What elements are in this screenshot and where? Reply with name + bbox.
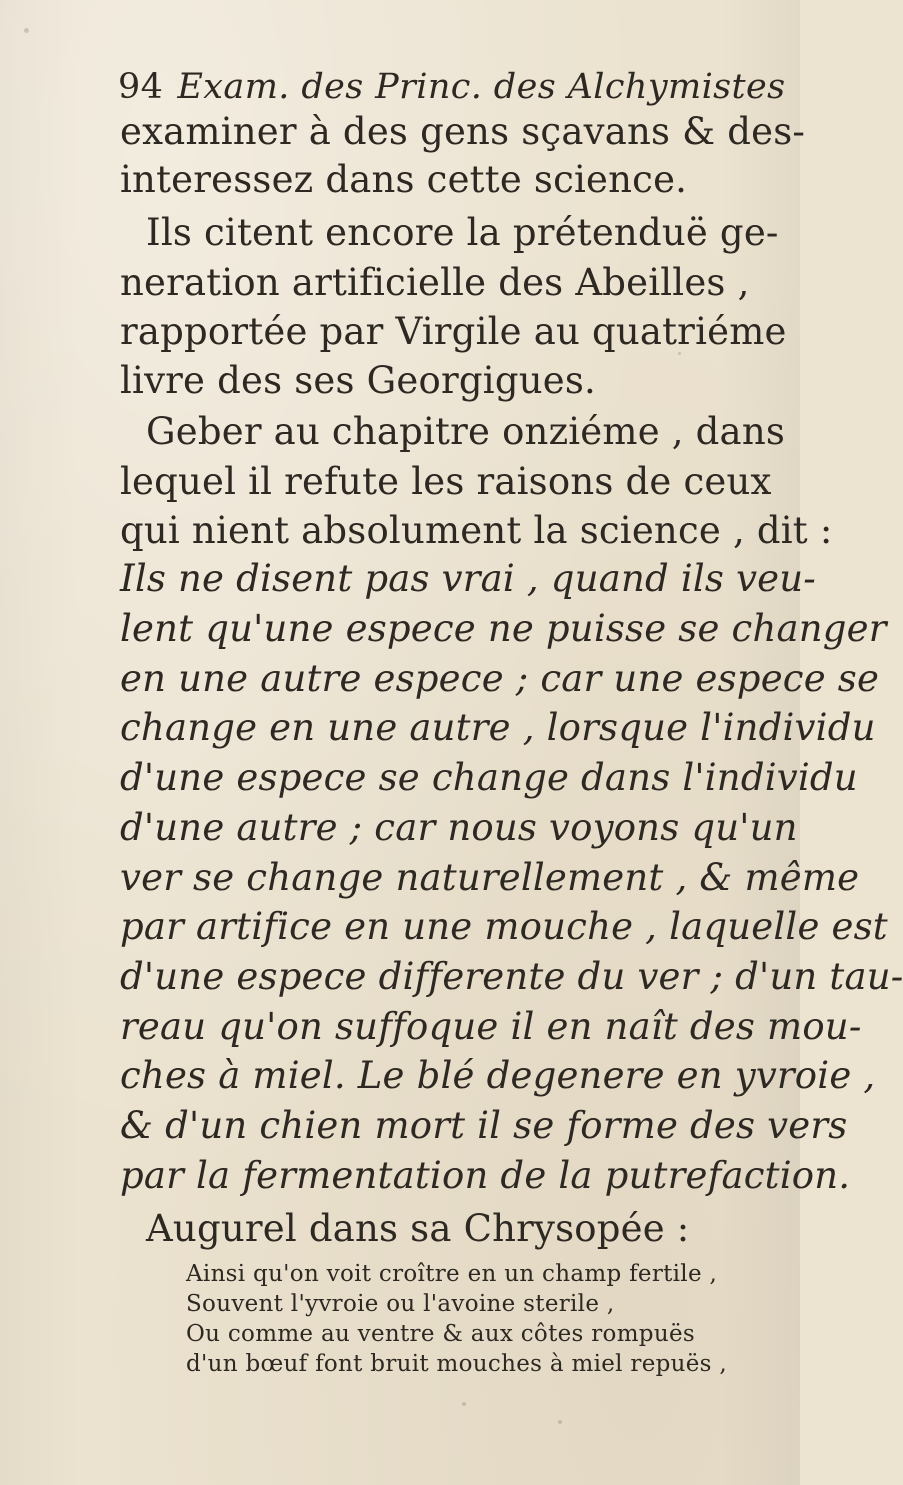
paper-speck bbox=[24, 28, 29, 33]
body-line-12: en une autre espece ; car une espece se bbox=[120, 657, 880, 700]
body-line-11: lent qu'une espece ne puisse se changer bbox=[120, 607, 887, 650]
body-line-18: d'une espece differente du ver ; d'un tau- bbox=[120, 955, 903, 998]
page-number: 94 bbox=[118, 67, 164, 107]
body-line-22: par la fermentation de la putrefaction. bbox=[120, 1154, 851, 1197]
body-line-21: & d'un chien mort il se forme des vers bbox=[120, 1104, 848, 1147]
body-line-19: reau qu'on suffoque il en naît des mou- bbox=[120, 1005, 862, 1048]
body-line-10: Ils ne disent pas vrai , quand ils veu- bbox=[120, 557, 817, 600]
body-line-14: d'une espece se change dans l'individu bbox=[120, 756, 858, 799]
body-line-16: ver se change naturellement , & même bbox=[120, 856, 860, 899]
body-line-5: rapportée par Virgile au quatriéme bbox=[120, 310, 787, 353]
body-line-23: Augurel dans sa Chrysopée : bbox=[146, 1207, 690, 1250]
verse-line-1: Ainsi qu'on voit croître en un champ fertile , bbox=[186, 1261, 718, 1287]
body-line-20: ches à miel. Le blé degenere en yvroie , bbox=[120, 1054, 876, 1097]
body-line-2: interessez dans cette science. bbox=[120, 158, 688, 201]
body-line-17: par artifice en une mouche , laquelle est bbox=[120, 905, 888, 948]
verse-line-4: d'un bœuf font bruit mouches à miel repuës , bbox=[186, 1351, 727, 1377]
verse-line-3: Ou comme au ventre & aux côtes rompuës bbox=[186, 1321, 695, 1347]
paper-speck bbox=[462, 1402, 466, 1406]
body-line-13: change en une autre , lorsque l'individu bbox=[120, 706, 876, 749]
paper-speck bbox=[558, 1420, 562, 1424]
body-line-3: Ils citent encore la prétenduë ge- bbox=[146, 211, 779, 254]
paper-speck bbox=[678, 352, 681, 355]
verse-line-2: Souvent l'yvroie ou l'avoine sterile , bbox=[186, 1291, 615, 1317]
body-line-8: lequel il refute les raisons de ceux bbox=[120, 460, 772, 503]
body-line-9: qui nient absolument la science , dit : bbox=[120, 509, 833, 552]
running-head-title: Exam. des Princ. des Alchymistes bbox=[177, 67, 786, 107]
body-line-6: livre des ses Georgigues. bbox=[120, 359, 596, 402]
body-line-7: Geber au chapitre onziéme , dans bbox=[146, 410, 786, 453]
body-line-1: examiner à des gens sçavans & des- bbox=[120, 110, 806, 153]
body-line-4: neration artificielle des Abeilles , bbox=[120, 261, 750, 304]
body-line-15: d'une autre ; car nous voyons qu'un bbox=[120, 806, 798, 849]
running-head bbox=[118, 67, 786, 107]
